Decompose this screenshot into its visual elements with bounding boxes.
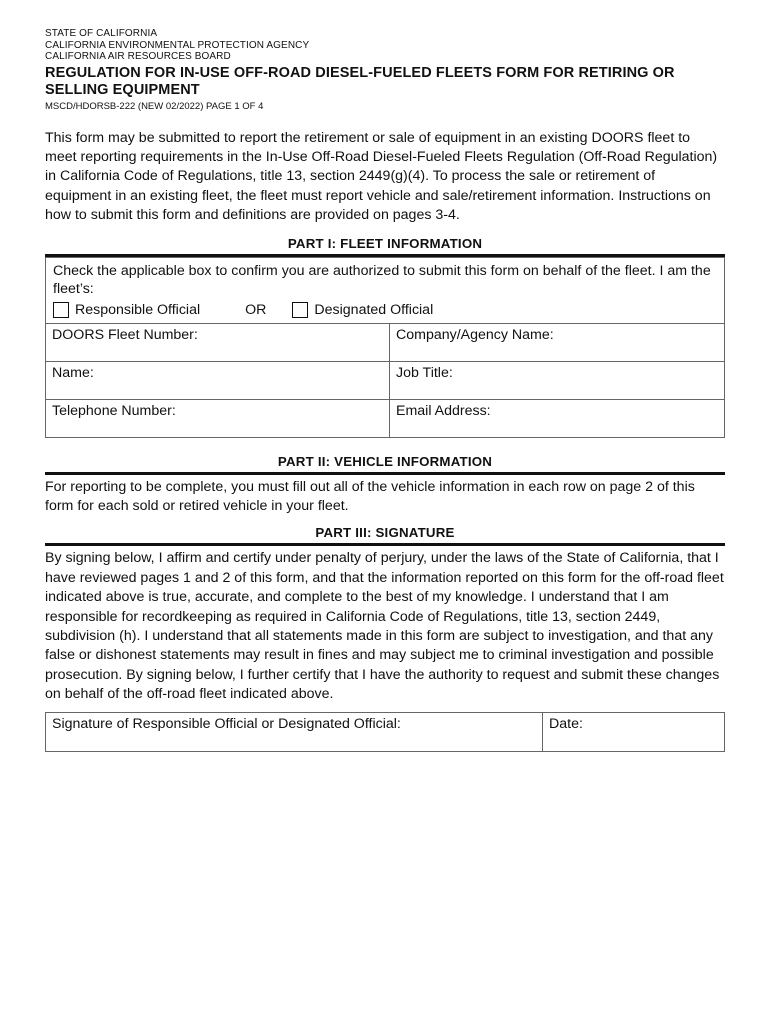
signature-field[interactable]: Signature of Responsible Official or Designated Official: — [46, 712, 543, 751]
responsible-official-label: Responsible Official — [75, 301, 201, 318]
fleet-info-table — [45, 257, 725, 438]
part3-heading: PART III: SIGNATURE — [315, 525, 455, 541]
designated-official-label: Designated Official — [314, 301, 434, 318]
form-title: REGULATION FOR IN-USE OFF-ROAD DIESEL-FUELED FLEETS FORM FOR RETIRING OR SELLING EQUIPMENT — [45, 64, 675, 98]
email-field[interactable]: Email Address: — [390, 399, 725, 437]
part2-rule — [45, 472, 725, 475]
name-field[interactable]: Name: — [46, 361, 390, 399]
agency-line-state: STATE OF CALIFORNIA — [45, 28, 158, 39]
part3-certification-text: By signing below, I affirm and certify under penalty of perjury, under the laws of the State of California, that I have reviewed pages 1 and 2 of this form, and that the information reported on this form for the off-road fleet indicated above is true, accurate, and complete to the best of my knowledge. I understand that I am responsible for recordkeeping as required in California Code of Regulations, title 13, section 2449, subdivision (h). I understand that all statements made in this form are subject to investigation, and that any false or dishonest statements may result in fines and may subject me to criminal investigation and possible prosecution. By signing below, I further certify that I have the authority to request and submit these changes on behalf of the off-road fleet indicated above. — [45, 550, 724, 703]
company-name-field[interactable]: Company/Agency Name: — [390, 323, 725, 361]
telephone-field[interactable]: Telephone Number: — [46, 399, 390, 437]
official-type-checks — [53, 301, 717, 319]
form-id: MSCD/HDORSB-222 (NEW 02/2022) PAGE 1 OF 4 — [45, 100, 264, 112]
or-label: OR — [245, 301, 267, 318]
designated-official-checkbox[interactable] — [292, 302, 308, 318]
authorization-cell — [46, 257, 725, 323]
signature-table — [45, 712, 725, 752]
part2-text: For reporting to be complete, you must fill out all of the vehicle information in each row on page 2 of this form for each sold or retired vehicle in your fleet. — [45, 478, 695, 514]
part3-rule — [45, 543, 725, 546]
doors-fleet-number-field[interactable]: DOORS Fleet Number: — [46, 323, 390, 361]
agency-header — [45, 28, 725, 63]
part1-heading: PART I: FLEET INFORMATION — [287, 235, 483, 251]
agency-line-calepa: CALIFORNIA ENVIRONMENTAL PROTECTION AGENCY — [45, 39, 310, 51]
designated-official-option[interactable] — [292, 301, 433, 319]
intro-paragraph: This form may be submitted to report the retirement or sale of equipment in an existing DOORS fleet to meet reporting requirements in the In-Use Off-Road Diesel-Fueled Fleets Regulation (Off-Road Regulation) in California Code of Regulations, title 13, section 2449(g)(4). To process the sale or retirement of equipment in an existing fleet, the fleet must report vehicle and sale/retirement information. Instructions on how to submit this form and definitions are provided on pages 3-4. — [45, 129, 718, 224]
responsible-official-checkbox[interactable] — [53, 302, 69, 318]
date-field[interactable]: Date: — [543, 712, 725, 751]
form-page — [45, 28, 725, 752]
authorization-text: Check the applicable box to confirm you are authorized to submit this form on behalf of the fleet. I am the fleet’s: — [53, 262, 711, 297]
responsible-official-option[interactable] — [53, 301, 200, 319]
agency-line-carb: CALIFORNIA AIR RESOURCES BOARD — [45, 51, 231, 62]
part2-heading: PART II: VEHICLE INFORMATION — [277, 453, 493, 469]
job-title-field[interactable]: Job Title: — [390, 361, 725, 399]
